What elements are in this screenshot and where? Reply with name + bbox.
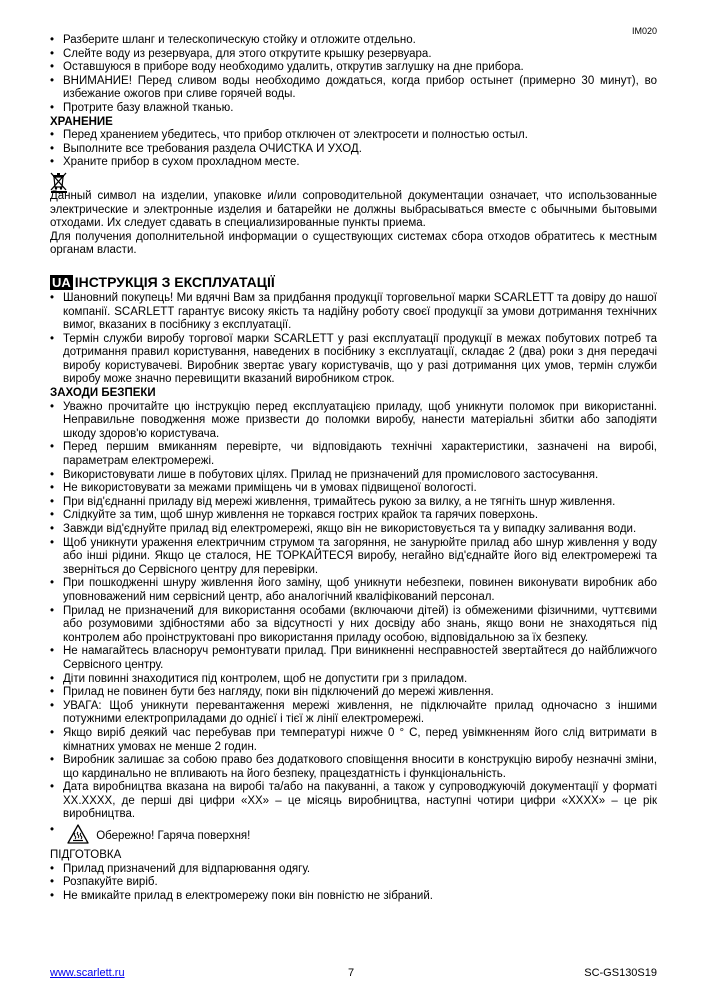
section-spacer (50, 258, 657, 274)
list-item: • Разберите шланг и телескопическую стойку и отложите отдельно. (50, 34, 657, 48)
ua-prep-heading: ПІДГОТОВКА (50, 849, 122, 862)
list-item: • Дата виробництва вказана на виробі та/або на пакуванні, а також у супроводжуючій документації у форматі XX.XXXX, де перші дві цифри «XX» – це місяць виробництва, наступні чотири цифри «XXXX» – це рік виробництва. (50, 781, 657, 822)
document-code: IM020 (631, 26, 657, 36)
list-item: • Шановний покупець! Ми вдячні Вам за придбання продукції торговельної марки SCARLETT та довіру до нашої компанії. SCARLETT гарантує високу якість та надійну роботу своєї продукції за умови дотримання технічних вимог, вказаних в посібнику з експлуатації. (50, 292, 657, 333)
website-link[interactable]: www.scarlett.ru (50, 967, 125, 979)
list-item: • Слідкуйте за тим, щоб шнур живлення не торкався гострих крайок та гарячих поверхонь. (50, 509, 657, 523)
list-item: • ВНИМАНИЕ! Перед сливом воды необходимо дождаться, когда прибор остынет (примерно 30 минут), во избежание ожогов при сливе горячей воды. (50, 75, 657, 102)
list-item: • Перед хранением убедитесь, что прибор отключен от электросети и полностью остыл. (50, 129, 657, 143)
ua-safety-list (50, 401, 657, 844)
list-item: • Використовувати лише в побутових цілях. Прилад не призначений для промислового застосування. (50, 469, 657, 483)
ru-storage-list (50, 129, 657, 170)
list-item: • При пошкодженні шнуру живлення його заміну, щоб уникнути небезпеки, повинен виконувати виробник або уповноважений ним сервісний центр, або аналогічний кваліфікований персонал. (50, 577, 657, 604)
list-item: • При від'єднанні приладу від мережі живлення, тримайтесь рукою за вилку, а не тягніть шнур живлення. (50, 496, 657, 510)
list-item: • Уважно прочитайте цю інструкцію перед експлуатацією приладу, щоб уникнути поломок при використанні. Неправильне поводження може призвести до поломки виробу, нанести матеріальні збитки або заподіяти шкоду здоров'ю користувача. (50, 401, 657, 442)
list-item: • Прилад не повинен бути без нагляду, поки він підключений до мережі живлення. (50, 686, 657, 700)
list-item: • Выполните все требования раздела ОЧИСТКА И УХОД. (50, 143, 657, 157)
list-item: • Якщо виріб деякий час перебував при температурі нижче 0 ° С, перед увімкненням його слід витримати в кімнатних умовах не менше 2 годин. (50, 727, 657, 754)
list-item: • Храните прибор в сухом прохладном месте. (50, 156, 657, 170)
list-item: • УВАГА: Щоб уникнути перевантаження мережі живлення, не підключайте прилад одночасно з іншими потужними електроприладами до однієї і тієї ж лінії електромережі. (50, 700, 657, 727)
list-item: • Слейте воду из резервуара, для этого открутите крышку резервуара. (50, 48, 657, 62)
model-number: SC-GS130S19 (584, 967, 657, 979)
list-item: • Не використовувати за межами приміщень чи в умовах підвищеної вологості. (50, 482, 657, 496)
list-item: • Протрите базу влажной тканью. (50, 102, 657, 116)
hot-surface-warning-icon (67, 824, 89, 844)
hot-surface-text: Обережно! Гаряча поверхня! (96, 830, 251, 843)
ua-section-title (50, 274, 657, 291)
ua-prep-list (50, 863, 657, 904)
list-item: • Не вмикайте прилад в електромережу поки він повністю не зібраний. (50, 890, 657, 904)
list-item: • Прилад не призначений для використання особами (включаючи дітей) із обмеженими фізичними, чуттєвими або розумовими здібностями або за відсутності у них досвіду або знань, якщо вони не знаходяться під контролем або проінструктовані про використання приладу особою, відповідальною за їх безпеку. (50, 605, 657, 646)
list-item: • Прилад призначений для відпарювання одягу. (50, 863, 657, 877)
ru-storage-heading: ХРАНЕНИЕ (50, 115, 113, 128)
weee-notice (50, 171, 657, 231)
ua-title-text: ІНСТРУКЦІЯ З ЕКСПЛУАТАЦІЇ (74, 273, 275, 290)
ua-language-badge: UA (52, 274, 71, 290)
list-item: • Щоб уникнути ураження електричним струмом та загоряння, не занурюйте прилад або шнур живлення у воду або інші рідини. Якщо це сталося, НЕ ТОРКАЙТЕСЯ виробу, негайно від'єднайте його від електромережі та зверніться до Сервісного центру для перевірки. (50, 537, 657, 578)
disposal-info-text: Для получения дополнительной информации о существующих системах сбора отходов обратитесь к местным органам власти. (50, 230, 657, 257)
list-item: • Термін служби виробу торгової марки SCARLETT у разі експлуатації продукції в межах побутових потреб та дотримання правил користування, наведених в посібнику з експлуатації, складає 2 (два) роки з дня передачі виробу користувачеві. Виробник звертає увагу користувачів, що у разі дотримання цих умов, термін служби виробу може значно перевищити вказаний виробником строк. (50, 333, 657, 387)
page-number: 7 (348, 967, 355, 979)
weee-text: Данный символ на изделии, упаковке и/или сопроводительной документации означает, что использованные электрические и электронные изделия и батарейки не должны выбрасываться вместе с обычными бытовыми отходами. Их следует сдавать в специализированные пункты приема. (50, 189, 657, 230)
hot-surface-warning (50, 824, 657, 844)
list-item: • Діти повинні знаходитися під контролем, щоб не допустити гри з приладом. (50, 673, 657, 687)
list-item: • Завжди від'єднуйте прилад від електромережі, якщо він не використовується та у випадку заливання води. (50, 523, 657, 537)
ru-cleaning-list (50, 34, 657, 116)
list-item: • Перед першим вмиканням перевірте, чи відповідають технічні характеристики, зазначені на виробі, параметрам електромережі. (50, 441, 657, 468)
page-content (50, 34, 657, 903)
list-item: • Оставшуюся в приборе воду необходимо удалить, открутив заглушку на дне прибора. (50, 61, 657, 75)
list-item: • Виробник залишає за собою право без додаткового сповіщення вносити в конструкцію виробу незначні зміни, що кардинально не впливають на його безпеку, працездатність і функціональність. (50, 754, 657, 781)
ua-safety-heading: ЗАХОДИ БЕЗПЕКИ (50, 387, 156, 400)
ua-intro-list (50, 292, 657, 387)
list-item: • Розпакуйте виріб. (50, 876, 657, 890)
list-item: • Не намагайтесь власноруч ремонтувати прилад. При виникненні несправностей звертайтеся до найближчого Сервісного центру. (50, 645, 657, 672)
